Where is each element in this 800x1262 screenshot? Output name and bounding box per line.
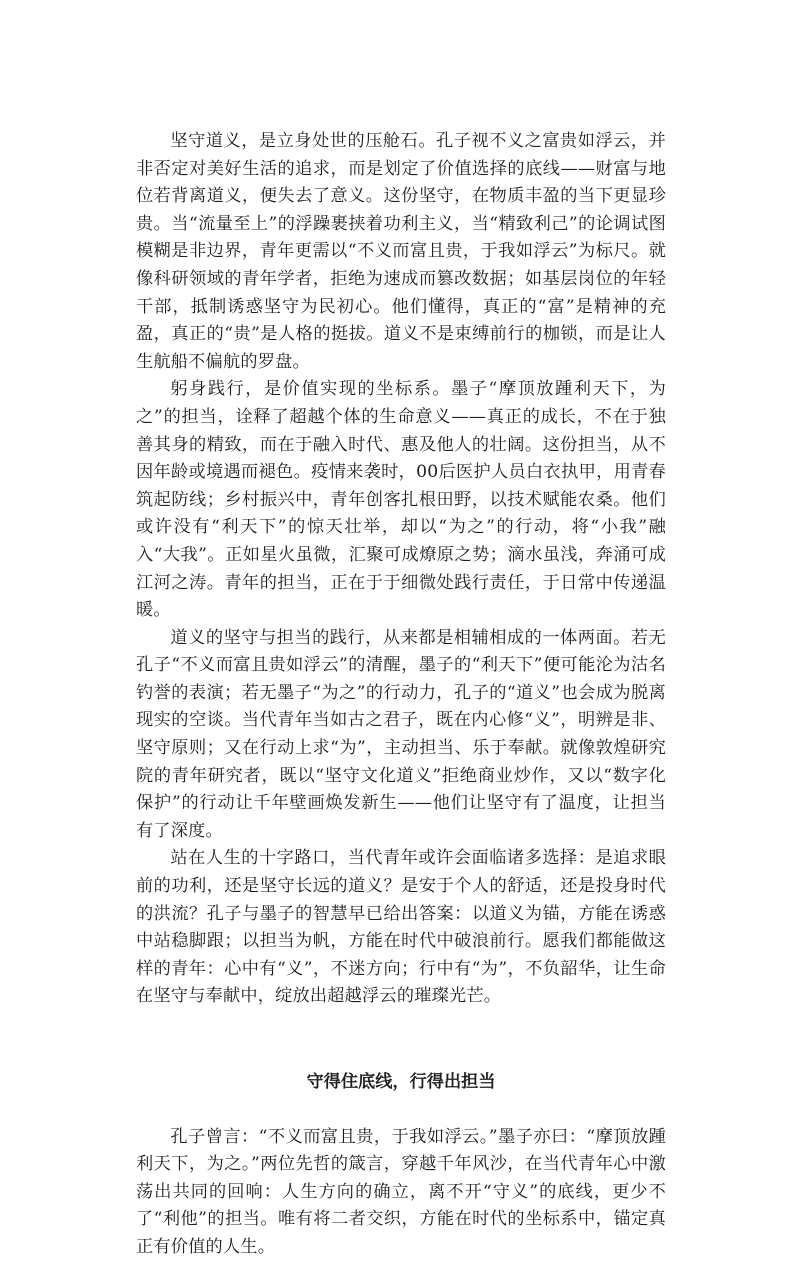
paragraph-practice-responsibility: 躬身践行，是价值实现的坐标系。墨子“摩顶放踵利天下，为之”的担当，诠释了超越个体的生命意义——真正的成长，不在于独善其身的精致，而在于融入时代、惠及他人的壮阔。这份担当，从不因年龄或境遇而褪色。疫情来袭时，00后医护人员白衣执甲，用青春筑起防线；乡村振兴中，青年创客扎根田野，以技术赋能农桑。他们或许没有“利天下”的惊天壮举，却以“为之”的行动，将“小我”融入“大我”。正如星火虽微，汇聚可成燎原之势；滴水虽浅，奔涌可成江河之涛。青年的担当，正在于于细微处践行责任，于日常中传递温暖。 — [136, 379, 666, 621]
paragraph-crossroads-choice: 站在人生的十字路口，当代青年或许会面临诸多选择：是追求眼前的功利，还是坚守长远的道义？是安于个人的舒适，还是投身时代的洪流？孔子与墨子的智慧早已给出答案：以道义为锚，方能在诱惑中站稳脚跟；以担当为帆，方能在时代中破浪前行。愿我们都能做这样的青年：心中有“义”，不迷方向；行中有“为”，不负韶华，让生命在坚守与奉献中，绽放出超越浮云的璀璨光芒。 — [136, 848, 666, 1007]
section-title: 守得住底线，行得出担当 — [306, 1072, 496, 1092]
paragraph-complementary-unity: 道义的坚守与担当的践行，从来都是相辅相成的一体两面。若无孔子“不义而富且贵如浮云”的清醒，墨子的“利天下”便可能沦为沽名钓誉的表演；若无墨子“为之”的行动力，孔子的“道义”也会成为脱离现实的空谈。当代青年当如古之君子，既在内心修“义”，明辨是非、坚守原则；又在行动上求“为”，主动担当、乐于奉献。就像敦煌研究院的青年研究者，既以“坚守文化道义”拒绝商业炒作，又以“数字化保护”的行动让千年壁画焕发新生——他们让坚守有了温度，让担当有了深度。 — [136, 627, 666, 841]
paragraph-intro-quotes: 孔子曾言：“不义而富且贵，于我如浮云。”墨子亦曰：“摩顶放踵利天下，为之。”两位先哲的箴言，穿越千年风沙，在当代青年心中激荡出共同的回响：人生方向的确立，离不开“守义”的底线，更少不了“利他”的担当。唯有将二者交织，方能在时代的坐标系中，锚定真正有价值的人生。 — [136, 1126, 666, 1257]
document-page — [136, 128, 666, 1262]
title-gap — [136, 1097, 666, 1124]
paragraph-upholding-righteousness: 坚守道义，是立身处世的压舱石。孔子视不义之富贵如浮云，并非否定对美好生活的追求，而是划定了价值选择的底线——财富与地位若背离道义，便失去了意义。这份坚守，在物质丰盈的当下更显珍贵。当“流量至上”的浮躁裹挟着功利主义，当“精致利己”的论调试图模糊是非边界，青年更需以“不义而富且贵，于我如浮云”为标尺。就像科研领域的青年学者，拒绝为速成而篡改数据；如基层岗位的年轻干部，抵制诱惑坚守为民初心。他们懂得，真正的“富”是精神的充盈，真正的“贵”是人格的挺拔。道义不是束缚前行的枷锁，而是让人生航船不偏航的罗盘。 — [136, 131, 666, 372]
section-gap — [136, 1011, 666, 1069]
